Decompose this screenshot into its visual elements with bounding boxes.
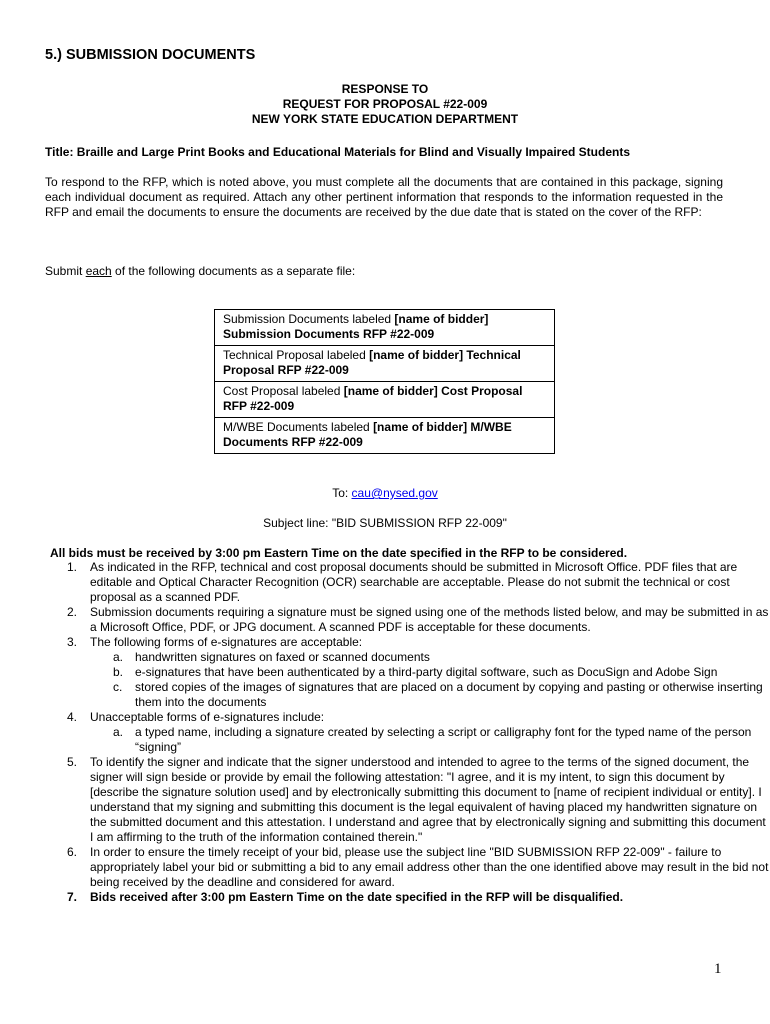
list-text: Submission documents requiring a signature must be signed using one of the methods listed below, and may be submitted in as a Microsoft Office, PDF, or JPG document. A scanned PDF is acceptable for these documents. xyxy=(90,605,769,634)
intro-paragraph: To respond to the RFP, which is noted above, you must complete all the documents that are contained in this package, signing each individual document as required. Attach any other pertinent information that responds to the information requested in the RFP and email the documents to ensure the documents are received by the due date that is stated on the cover of the RFP: xyxy=(45,175,723,219)
table-cell xyxy=(215,346,555,382)
documents-table xyxy=(214,309,555,454)
doc-filename: [name of bidder] Cost Proposal RFP #22-009 xyxy=(223,384,523,413)
submit-instruction xyxy=(45,264,355,278)
list-item xyxy=(67,605,770,635)
subject-line: Subject line: "BID SUBMISSION RFP 22-009" xyxy=(263,516,507,530)
list-item xyxy=(67,560,770,605)
table-cell xyxy=(215,310,555,346)
list-text: To identify the signer and indicate that the signer understood and intended to agree to the terms of the signed document, the signer will sign beside or provide by email the following attestation: "I agree, and it is my intent, to sign this document by [describe the signature solution used] and by electronically submitting this document to [name of recipient individual or entity]. I understand that my signing and submitting this document is the legal equivalent of having placed my handwritten signature on the submitted document and this attestation. I understand and agree that by electronically signing and submitting this document I am affirming to the truth of the information contained therein." xyxy=(90,755,766,844)
list-item xyxy=(67,890,770,905)
table-cell xyxy=(215,382,555,418)
list-number: 2. xyxy=(67,605,78,619)
list-text: stored copies of the images of signatures that are placed on a document by copying and pasting or otherwise inserting them into the documents xyxy=(135,680,763,709)
list-item xyxy=(67,845,770,890)
sub-list-item xyxy=(113,650,770,665)
list-text: Unacceptable forms of e-signatures include: xyxy=(90,710,325,724)
list-letter: a. xyxy=(113,650,124,664)
sub-list-item xyxy=(113,665,770,680)
doc-label: M/WBE Documents labeled xyxy=(223,420,374,434)
submit-each: each xyxy=(85,264,112,278)
header-department: NEW YORK STATE EDUCATION DEPARTMENT xyxy=(251,112,519,126)
table-row xyxy=(215,346,555,382)
list-text: e-signatures that have been authenticated by a third-party digital software, such as DocuSign and Adobe Sign xyxy=(135,665,718,679)
list-letter: a. xyxy=(113,725,124,739)
list-number: 1. xyxy=(67,560,78,574)
table-row xyxy=(215,418,555,454)
list-number: 4. xyxy=(67,710,78,724)
sub-list-item xyxy=(113,680,770,710)
list-letter: c. xyxy=(113,680,123,694)
deadline-notice: All bids must be received by 3:00 pm Eastern Time on the date specified in the RFP to be considered. xyxy=(50,546,628,560)
doc-label: Submission Documents labeled xyxy=(223,312,395,326)
to-label: To: xyxy=(332,486,352,500)
header-response-to: RESPONSE TO xyxy=(341,82,429,96)
table-row xyxy=(215,382,555,418)
submit-pre: Submit xyxy=(45,264,86,278)
section-heading: 5.) SUBMISSION DOCUMENTS xyxy=(45,47,256,63)
unacceptable-signatures-list xyxy=(90,725,770,755)
header-rfp-number: REQUEST FOR PROPOSAL #22-009 xyxy=(282,97,488,111)
list-item xyxy=(67,635,770,710)
list-item xyxy=(67,755,770,845)
list-text: a typed name, including a signature created by selecting a script or calligraphy font for the typed name of the person “signing” xyxy=(135,725,752,754)
list-number: 7. xyxy=(67,890,78,904)
list-text: As indicated in the RFP, technical and cost proposal documents should be submitted in Microsoft Office. PDF files that are editable and Optical Character Recognition (OCR) searchable are acceptable. Please do not submit the technical or cost proposal as a scanned PDF. xyxy=(90,560,738,604)
email-link[interactable]: cau@nysed.gov xyxy=(351,486,438,500)
list-number: 6. xyxy=(67,845,78,859)
page-number: 1 xyxy=(714,961,722,977)
list-text: handwritten signatures on faxed or scanned documents xyxy=(135,650,430,664)
doc-filename: [name of bidder] Technical Proposal RFP #22-009 xyxy=(223,348,521,377)
list-text: The following forms of e-signatures are acceptable: xyxy=(90,635,363,649)
table-row xyxy=(215,310,555,346)
list-number: 3. xyxy=(67,635,78,649)
doc-label: Technical Proposal labeled xyxy=(223,348,370,362)
doc-filename: [name of bidder] M/WBE Documents RFP #22-009 xyxy=(223,420,512,449)
doc-filename: [name of bidder] Submission Documents RFP #22-009 xyxy=(223,312,489,341)
table-cell xyxy=(215,418,555,454)
email-to-line xyxy=(0,486,770,500)
acceptable-signatures-list xyxy=(90,650,770,710)
requirements-list xyxy=(45,560,770,905)
submit-post: of the following documents as a separate file: xyxy=(111,264,356,278)
list-text: Bids received after 3:00 pm Eastern Time on the date specified in the RFP will be disqualified. xyxy=(90,890,624,904)
doc-label: Cost Proposal labeled xyxy=(223,384,344,398)
sub-list-item xyxy=(113,725,770,755)
list-item xyxy=(67,710,770,755)
list-number: 5. xyxy=(67,755,78,769)
document-title: Title: Braille and Large Print Books and Educational Materials for Blind and Visually Impaired Students xyxy=(45,145,631,159)
list-letter: b. xyxy=(113,665,124,679)
list-text: In order to ensure the timely receipt of your bid, please use the subject line "BID SUBMISSION RFP 22-009" - failure to appropriately label your bid or submitting a bid to any email address other than the one identified above may result in the bid not being received by the deadline and considered for award. xyxy=(90,845,769,889)
